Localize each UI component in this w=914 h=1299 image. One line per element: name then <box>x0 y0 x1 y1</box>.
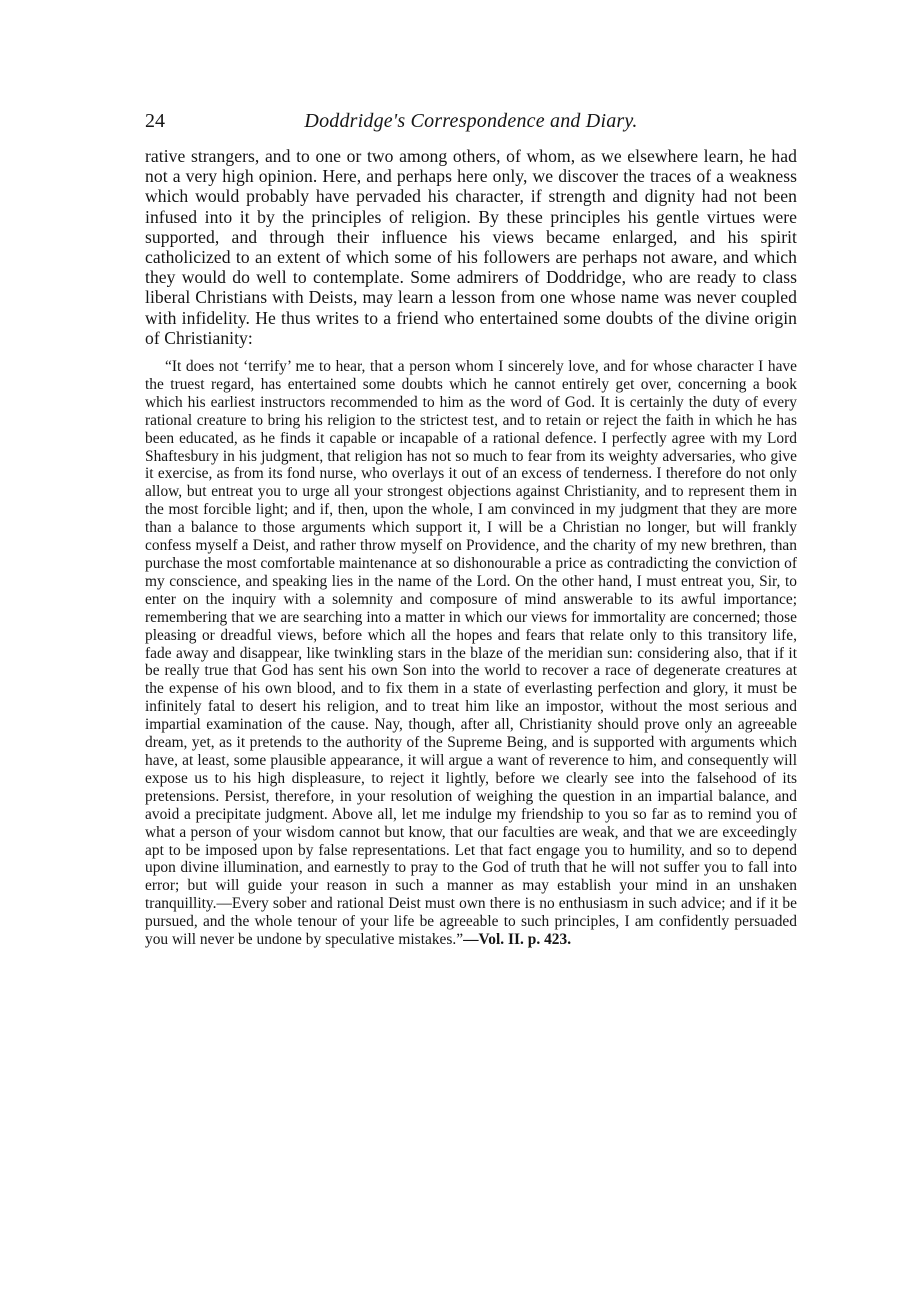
letter-quotation: “It does not ‘terrify’ me to hear, that a person whom I sincerely love, and for whose character I have the truest regard, has entertained some doubts which he cannot entirely get over, concerning a book which his earliest instructors recommended to him as the word of God. It is certainly the duty of every rational creature to bring his religion to the strictest test, and to retain or reject the faith in which he has been educated, as he finds it capable or incapable of a rational defence. I perfectly agree with my Lord Shaftesbury in his judgment, that religion has not so much to fear from its weighty adversaries, who give it exercise, as from its fond nurse, who overlays it out of an excess of tenderness. I therefore do not only allow, but entreat you to urge all your strongest objections against Christianity, and to represent them in the most forcible light; and if, then, upon the whole, I am convinced in my judgment that they are more than a balance to those arguments which support it, I will be a Christian no longer, but will frankly confess myself a Deist, and rather throw myself on Providence, and the charity of my new brethren, than purchase the most comfortable maintenance at so dishonourable a price as contradicting the conviction of my conscience, and speaking lies in the name of the Lord. On the other hand, I must entreat you, Sir, to enter on the inquiry with a solemnity and composure of mind answerable to its awful importance; remembering that we are searching into a matter in which our views for immortality are concerned; those pleasing or dreadful views, before which all the hopes and fears that relate only to this transitory life, fade away and disappear, like twinkling stars in the blaze of the meridian sun: considering also, that if it be really true that God has sent his own Son into the world to recover a race of degenerate creatures at the expense of his own blood, and to fix them in a state of everlasting perfection and glory, it must be infinitely fatal to desert his religion, and to treat him like an impostor, without the most serious and impartial examination of the cause. Nay, though, after all, Christianity should prove only an agreeable dream, yet, as it pretends to the authority of the Supreme Being, and is supported with arguments which have, at least, some plausible appearance, it will argue a want of reverence to him, and consequently will expose us to his high displeasure, to reject it lightly, before we clearly see into the falsehood of its pretensions. Persist, therefore, in your resolution of weighing the question in an impartial balance, and avoid a precipitate judgment. Above all, let me indulge my friendship to you so far as to remind you of what a person of your wisdom cannot but know, that our faculties are weak, and that we are exceedingly apt to be imposed upon by false representations. Let that fact engage you to humility, and so to depend upon divine illumination, and earnestly to pray to the God of truth that he will not suffer you to fall into error; but will guide your reason in such a manner as may establish your mind in an unshaken tranquillity.—Every sober and rational Deist must own there is no enthusiasm in such advice; and if it be pursued, and the whole tenour of your life be agreeable to such principles, I am confidently persuaded you will never be undone by speculative mistakes.” <box>145 358 797 949</box>
source-citation: —Vol. II. p. 423. <box>463 931 572 949</box>
page-body <box>145 146 797 949</box>
page-header <box>145 106 797 136</box>
intro-paragraph: rative strangers, and to one or two among others, of whom, as we elsewhere learn, he had not a very high opinion. Here, and perhaps here only, we discover the traces of a weakness which would probably have pervaded his character, if strength and dignity had not been infused into it by the principles of religion. By these principles his gentle virtues were supported, and through their influence his views became enlarged, and his spirit catholicized to an extent of which some of his followers are perhaps not aware, and which they would do well to contemplate. Some admirers of Doddridge, who are ready to class liberal Christians with Deists, may learn a lesson from one whose name was never coupled with infidelity. He thus writes to a friend who entertained some doubts of the divine origin of Christianity: <box>145 146 797 348</box>
letter-quotation-paragraph <box>145 358 797 949</box>
running-title: Doddridge's Correspondence and Diary. <box>304 110 638 132</box>
page-number: 24 <box>145 110 165 132</box>
